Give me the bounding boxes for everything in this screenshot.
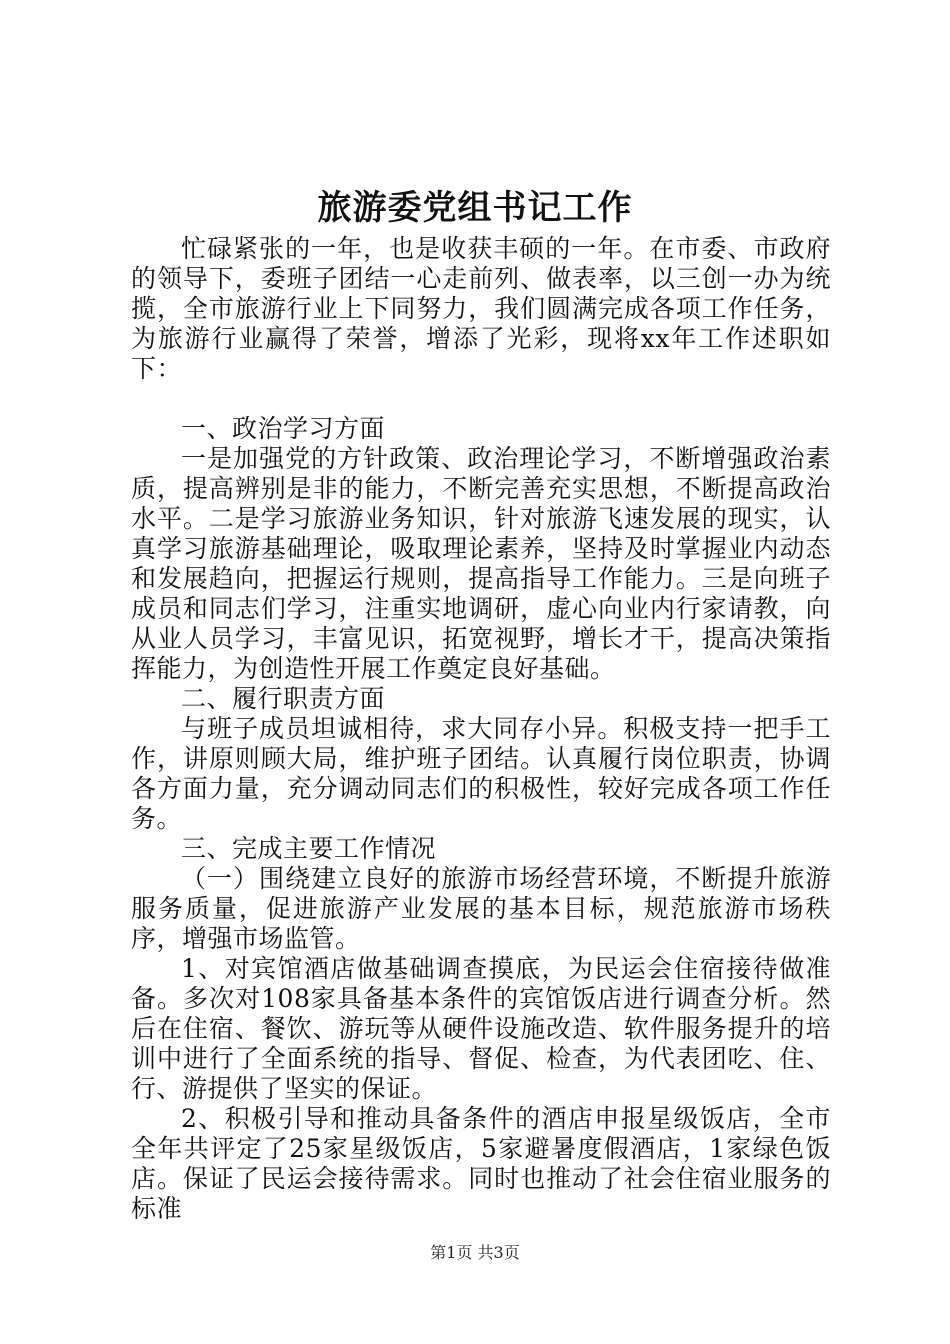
politics-paragraph: 一是加强党的方针政策、政治理论学习，不断增强政治素质，提高辨别是非的能力，不断完善充实思想，不断提高政治水平。二是学习旅游业务知识，针对旅游飞速发展的现实，认真学习旅游基础理论，吸取理论素养，坚持及时掌握业内动态和发展趋向，把握运行规则，提高指导工作能力。三是向班子成员和同志们学习，注重实地调研，虚心向业内行家请教，向从业人员学习，丰富见识，拓宽视野，增长才干，提高决策指挥能力，为创造性开展工作奠定良好基础。 [131,444,831,683]
document-body [131,234,831,1224]
duties-paragraph: 与班子成员坦诚相待，求大同存小异。积极支持一把手工作，讲原则顾大局，维护班子团结。认真履行岗位职责，协调各方面力量，充分调动同志们的积极性，较好完成各项工作任务。 [131,714,831,833]
document-title: 旅游委党组书记工作 [317,188,633,228]
section-heading-politics: 一、政治学习方面 [181,414,386,443]
section-heading-duties: 二、履行职责方面 [181,684,386,713]
work-item-1: 1、对宾馆酒店做基础调查摸底，为民运会住宿接待做准备。多次对108家具备基本条件的宾馆饭店进行调查分析。然后在住宿、餐饮、游玩等从硬件设施改造、软件服务提升的培训中进行了全面系统的指导、督促、检查，为代表团吃、住、行、游提供了坚实的保证。 [131,954,831,1103]
intro-paragraph: 忙碌紧张的一年，也是收获丰硕的一年。在市委、市政府的领导下，委班子团结一心走前列、做表率，以三创一办为统揽，全市旅游行业上下同努力，我们圆满完成各项工作任务，为旅游行业赢得了荣誉，增添了光彩，现将xx年工作述职如下： [131,234,831,383]
work-subsection-1: （一）围绕建立良好的旅游市场经营环境，不断提升旅游服务质量，促进旅游产业发展的基本目标，规范旅游市场秩序，增强市场监管。 [131,864,831,953]
section-heading-work: 三、完成主要工作情况 [181,834,437,863]
work-item-2: 2、积极引导和推动具备条件的酒店申报星级饭店，全市全年共评定了25家星级饭店，5家避暑度假酒店，1家绿色饭店。保证了民运会接待需求。同时也推动了社会住宿业服务的标准 [131,1104,831,1223]
page-footer: 第1页 共3页 [430,1243,520,1262]
